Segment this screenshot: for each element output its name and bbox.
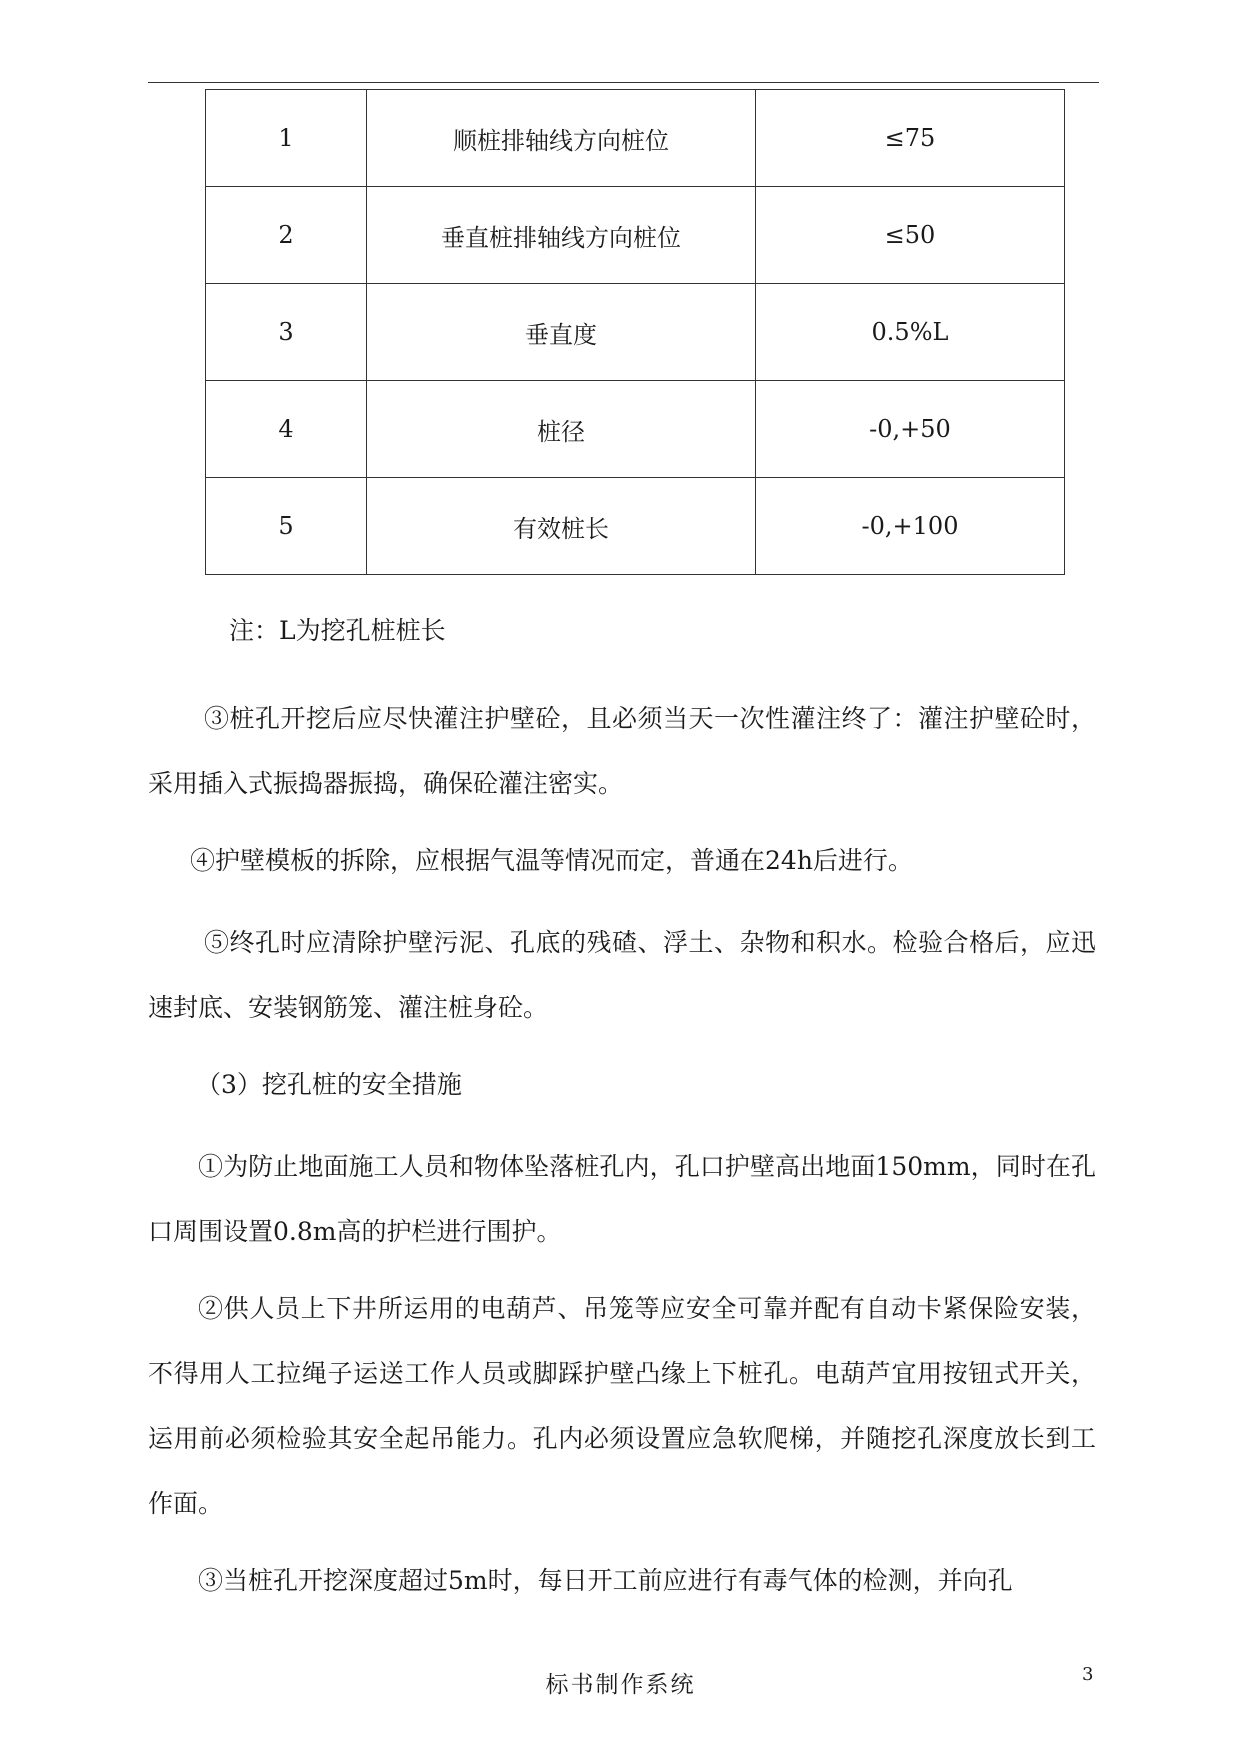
row-item: 垂直度	[367, 284, 756, 381]
header-rule	[148, 82, 1099, 83]
row-number: 1	[206, 90, 367, 187]
footer-title: 标书制作系统	[545, 1672, 696, 1698]
row-value: 0.5%L	[756, 284, 1065, 381]
row-item: 垂直桩排轴线方向桩位	[367, 187, 756, 284]
row-item: 顺桩排轴线方向桩位	[367, 90, 756, 187]
paragraph-4: ④护壁模板的拆除，应根据气温等情况而定，普通在24h后进行。	[190, 846, 913, 875]
row-item: 有效桩长	[367, 478, 756, 575]
row-number: 4	[206, 381, 367, 478]
row-value: ≤75	[756, 90, 1065, 187]
table-row	[206, 90, 1065, 187]
table-row	[206, 478, 1065, 575]
paragraph-3: ③桩孔开挖后应尽快灌注护壁砼，且必须当天一次性灌注终了：灌注护壁砼时，采用插入式振捣器振捣，确保砼灌注密实。	[148, 704, 1096, 798]
table-note: 注：L为挖孔桩桩长	[229, 616, 446, 645]
row-number: 5	[206, 478, 367, 575]
table-row	[206, 187, 1065, 284]
safety-item-1: ①为防止地面施工人员和物体坠落桩孔内，孔口护壁高出地面150mm，同时在孔口周围设置0.8m高的护栏进行围护。	[148, 1152, 1096, 1246]
table-row	[206, 284, 1065, 381]
row-value: -0,+50	[756, 381, 1065, 478]
section-heading-safety: （3）挖孔桩的安全措施	[196, 1070, 462, 1099]
safety-item-3: ③当桩孔开挖深度超过5m时，每日开工前应进行有毒气体的检测，并向孔	[198, 1566, 1013, 1595]
row-item: 桩径	[367, 381, 756, 478]
row-number: 2	[206, 187, 367, 284]
row-number: 3	[206, 284, 367, 381]
table-row	[206, 381, 1065, 478]
paragraph-5: ⑤终孔时应清除护壁污泥、孔底的残碴、浮土、杂物和积水。检验合格后，应迅速封底、安装钢筋笼、灌注桩身砼。	[148, 928, 1096, 1022]
row-value: ≤50	[756, 187, 1065, 284]
tolerance-table	[205, 89, 1065, 575]
safety-item-2: ②供人员上下井所运用的电葫芦、吊笼等应安全可靠并配有自动卡紧保险安装，不得用人工拉绳子运送工作人员或脚踩护壁凸缘上下桩孔。电葫芦宜用按钮式开关，运用前必须检验其安全起吊能力。孔内必须设置应急软爬梯，并随挖孔深度放长到工作面。	[148, 1294, 1096, 1518]
row-value: -0,+100	[756, 478, 1065, 575]
page-number: 3	[1082, 1664, 1094, 1685]
